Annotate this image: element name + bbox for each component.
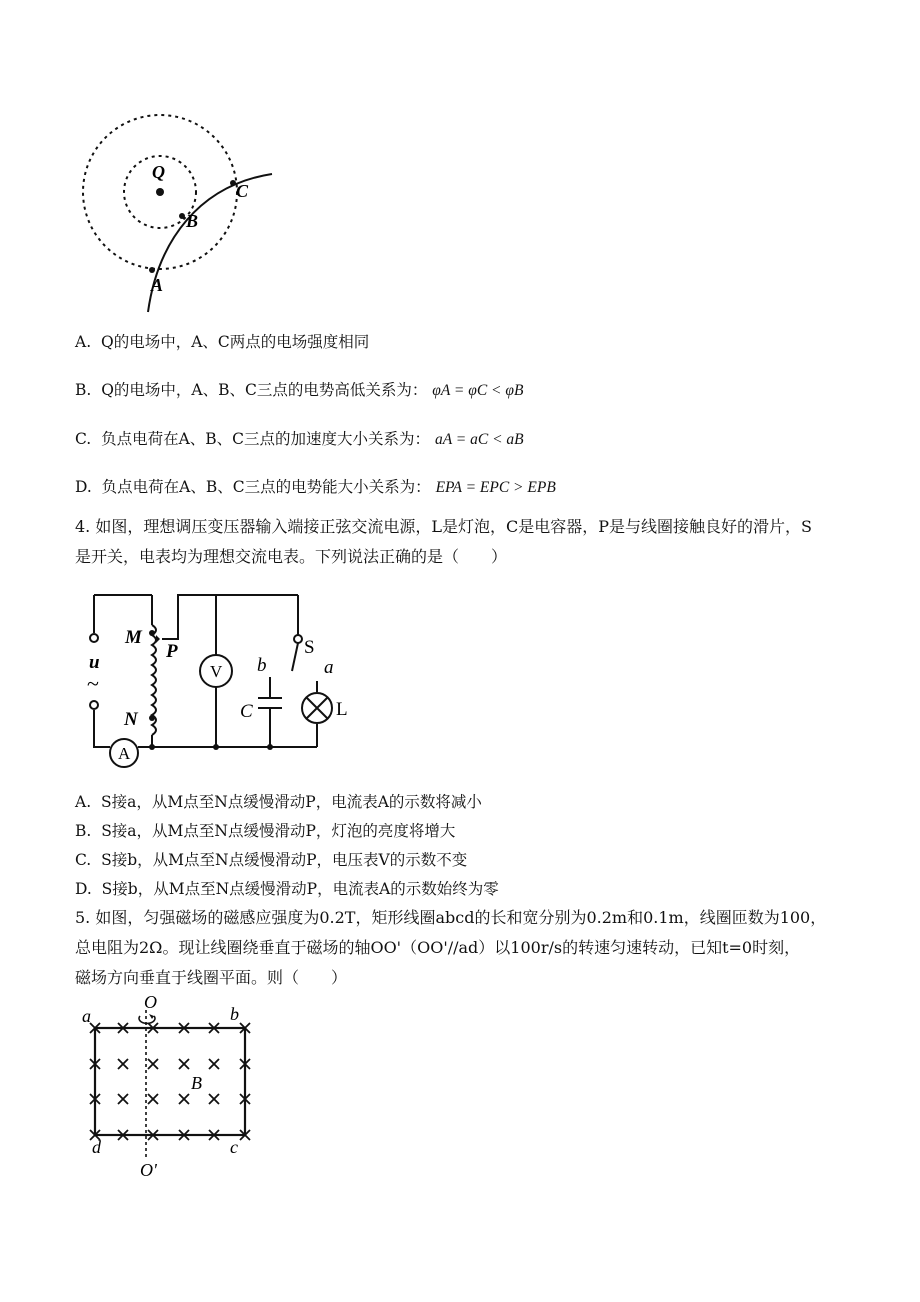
label-b-terminal: b <box>257 655 267 676</box>
formula-acceleration: aA = aC < aB <box>434 431 524 448</box>
field-cross-mark <box>209 1094 219 1104</box>
q4-option-c[interactable]: C. S接b，从M点至N点缓慢滑动P，电压表V的示数不变 <box>75 851 468 869</box>
magnetic-field-crosses <box>90 1023 250 1140</box>
field-cross-mark <box>209 1059 219 1069</box>
figure-3-equipotential <box>70 100 290 320</box>
ac-source-symbol: ~ <box>87 671 99 696</box>
input-terminal-top <box>90 634 98 642</box>
charge-trajectory <box>148 174 272 312</box>
label-c-corner: c <box>230 1137 238 1157</box>
formula-potential: φA = φC < φB <box>432 382 524 399</box>
formula-potential-energy: EPA = EPC > EPB <box>435 479 556 496</box>
node-m <box>149 630 155 636</box>
label-a-terminal: a <box>324 657 334 678</box>
label-c: C <box>236 181 249 201</box>
node-n <box>149 715 155 721</box>
q3-option-d[interactable]: D. 负点电荷在A、B、C三点的电势能大小关系为： EPA = EPC > EPB <box>75 478 556 496</box>
label-b-field: B <box>191 1073 202 1093</box>
field-cross-mark <box>148 1094 158 1104</box>
point-charge-q <box>156 188 164 196</box>
q4-option-d[interactable]: D. S接b，从M点至N点缓慢滑动P，电流表A的示数始终为零 <box>75 880 499 898</box>
label-d-corner: d <box>92 1137 101 1157</box>
field-cross-mark <box>148 1059 158 1069</box>
field-cross-mark <box>179 1059 189 1069</box>
figure-4-transformer-circuit <box>80 585 360 775</box>
label-n: N <box>124 709 138 730</box>
label-b: B <box>186 211 199 231</box>
q3-option-c[interactable]: C. 负点电荷在A、B、C三点的加速度大小关系为： aA = aC < aB <box>75 430 524 448</box>
label-l-lamp: L <box>336 699 348 720</box>
q3-option-a[interactable]: A. Q的电场中，A、C两点的电场强度相同 <box>75 333 370 351</box>
label-o: O <box>144 992 157 1012</box>
q4-stem: 4. 如图，理想调压变压器输入端接正弦交流电源，L是灯泡，C是电容器，P是与线圈接触良好的滑片，S 是开关，电表均为理想交流电表。下列说法正确的是（ ） <box>75 517 812 566</box>
switch-s <box>292 643 298 671</box>
label-c-capacitor: C <box>240 701 253 722</box>
field-cross-mark <box>118 1059 128 1069</box>
switch-pivot <box>294 635 302 643</box>
coil-abcd <box>95 1028 245 1135</box>
field-cross-mark <box>118 1094 128 1104</box>
ammeter-label: A <box>118 744 131 763</box>
label-a-corner: a <box>82 1006 91 1026</box>
label-m: M <box>125 627 142 648</box>
figure-5-rotating-coil <box>80 990 270 1185</box>
label-u: u <box>89 652 100 673</box>
voltmeter-label: V <box>210 662 223 681</box>
label-s: S <box>304 637 315 658</box>
label-p: P <box>166 641 178 662</box>
input-terminal-bottom <box>90 701 98 709</box>
label-q: Q <box>152 162 165 182</box>
point-b <box>179 213 185 219</box>
point-a <box>149 267 155 273</box>
q4-option-a[interactable]: A. S接a，从M点至N点缓慢滑动P，电流表A的示数将减小 <box>75 793 482 811</box>
q3-option-b[interactable]: B. Q的电场中，A、B、C三点的电势高低关系为： φA = φC < φB <box>75 381 524 399</box>
label-o-prime: O' <box>140 1160 157 1180</box>
field-cross-mark <box>179 1094 189 1104</box>
label-b-corner: b <box>230 1004 239 1024</box>
q4-option-b[interactable]: B. S接a，从M点至N点缓慢滑动P，灯泡的亮度将增大 <box>75 822 456 840</box>
label-a: A <box>151 275 164 295</box>
q5-stem: 5. 如图，匀强磁场的磁感应强度为0.2T，矩形线圈abcd的长和宽分别为0.2m和0.1m，线圈匝数为100， 总电阻为2Ω。现让线圈绕垂直于磁场的轴OO'（OO'//ad）以100r/s的转速匀速转动，已知t=0时刻， 磁场方向垂直于线圈平面。则（ ） <box>75 908 827 987</box>
